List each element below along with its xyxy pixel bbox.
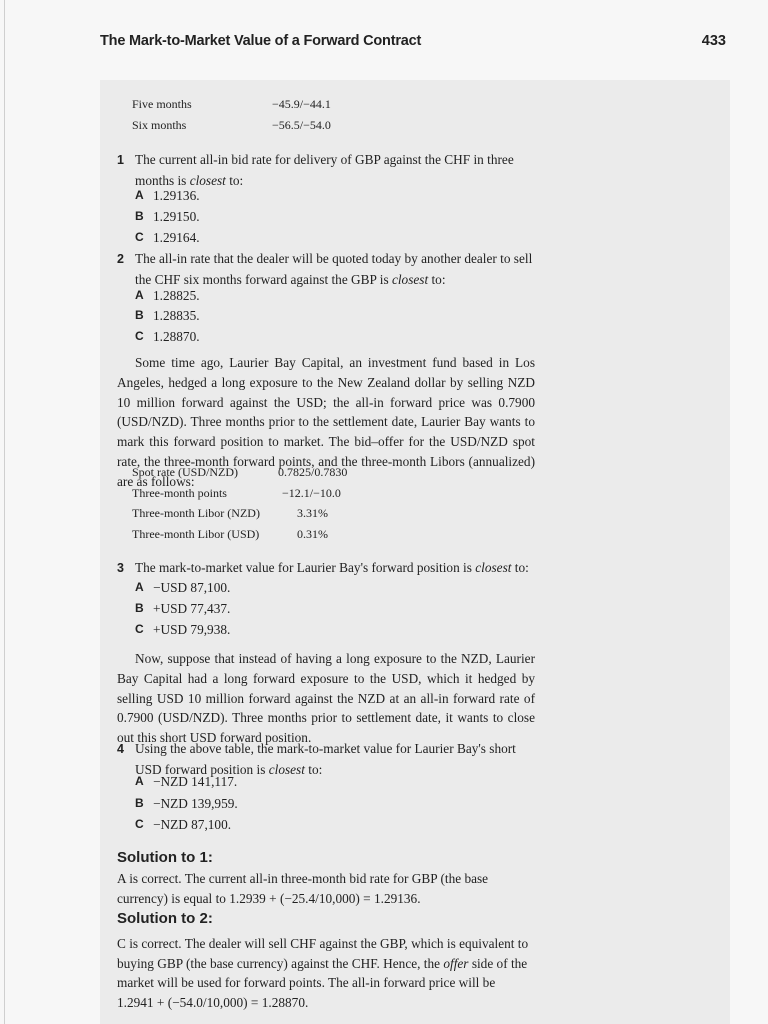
row-label: Three-month Libor (NZD)	[132, 506, 260, 520]
row-value: −56.5/−54.0	[272, 118, 331, 132]
page-header	[100, 33, 730, 53]
scenario-paragraph: Now, suppose that instead of having a long exposure to the NZD, Laurier Bay Capital had a long forward exposure to the USD, which it hedged by selling USD 10 million forward against the NZD at an all-in forward rate of 0.7900 (USD/NZD). Three months prior to settlement date, it wants to close out this short USD forward position.	[117, 651, 535, 746]
row-value: 0.31%	[297, 527, 328, 541]
solution-text: A is correct. The current all-in three-month bid rate for GBP (the base currency) is equal to 1.2939 + (−25.4/10,000) = 1.29136.	[117, 871, 489, 906]
scenario-paragraph: Some time ago, Laurier Bay Capital, an investment fund based in Los Angeles, hedged a long exposure to the New Zealand dollar by selling NZD 10 million forward against the USD; the all-in forward price was 0.7900 (USD/NZD). Three months prior to the settlement date, Laurier Bay wants to mark this forward position to market. The bid–offer for the USD/NZD spot rate, the three-month forward points, and the three-month Libors (annualized) are as follows:	[117, 355, 535, 489]
row-label: Five months	[132, 97, 192, 111]
question-stem: The all-in rate that the dealer will be quoted today by another dealer to sell the CHF six months forward against the GBP is closest to:	[135, 251, 533, 287]
row-value: −45.9/−44.1	[272, 97, 331, 111]
question-stem: The current all-in bid rate for delivery of GBP against the CHF in three months is closest to:	[135, 152, 514, 188]
row-label: Spot rate (USD/NZD)	[132, 465, 238, 479]
solution-heading: Solution to 2:	[117, 910, 213, 927]
question-stem: Using the above table, the mark-to-market value for Laurier Bay's short USD forward position is closest to:	[135, 741, 516, 777]
question-number: 1	[117, 153, 124, 167]
row-value: 3.31%	[297, 506, 328, 520]
question-number: 3	[117, 561, 124, 575]
page-edge-line	[4, 0, 5, 1024]
row-label: Six months	[132, 118, 187, 132]
question-stem: The mark-to-market value for Laurier Bay's forward position is closest to:	[135, 560, 529, 575]
running-title: The Mark-to-Market Value of a Forward Contract	[100, 33, 422, 49]
row-value: −12.1/−10.0	[282, 486, 341, 500]
row-value: 0.7825/0.7830	[278, 465, 348, 479]
solution-text: C is correct. The dealer will sell CHF against the GBP, which is equivalent to buying GBP (the base currency) against the CHF. Hence, the offer side of the market will be used for forward points. The all-in forward price will be 1.2941 + (−54.0/10,000) = 1.28870.	[117, 936, 529, 1010]
row-label: Three-month points	[132, 486, 227, 500]
question-number: 2	[117, 252, 124, 266]
page-number: 433	[701, 33, 726, 49]
row-label: Three-month Libor (USD)	[132, 527, 260, 541]
solution-heading: Solution to 1:	[117, 849, 213, 866]
question-number: 4	[117, 742, 124, 756]
